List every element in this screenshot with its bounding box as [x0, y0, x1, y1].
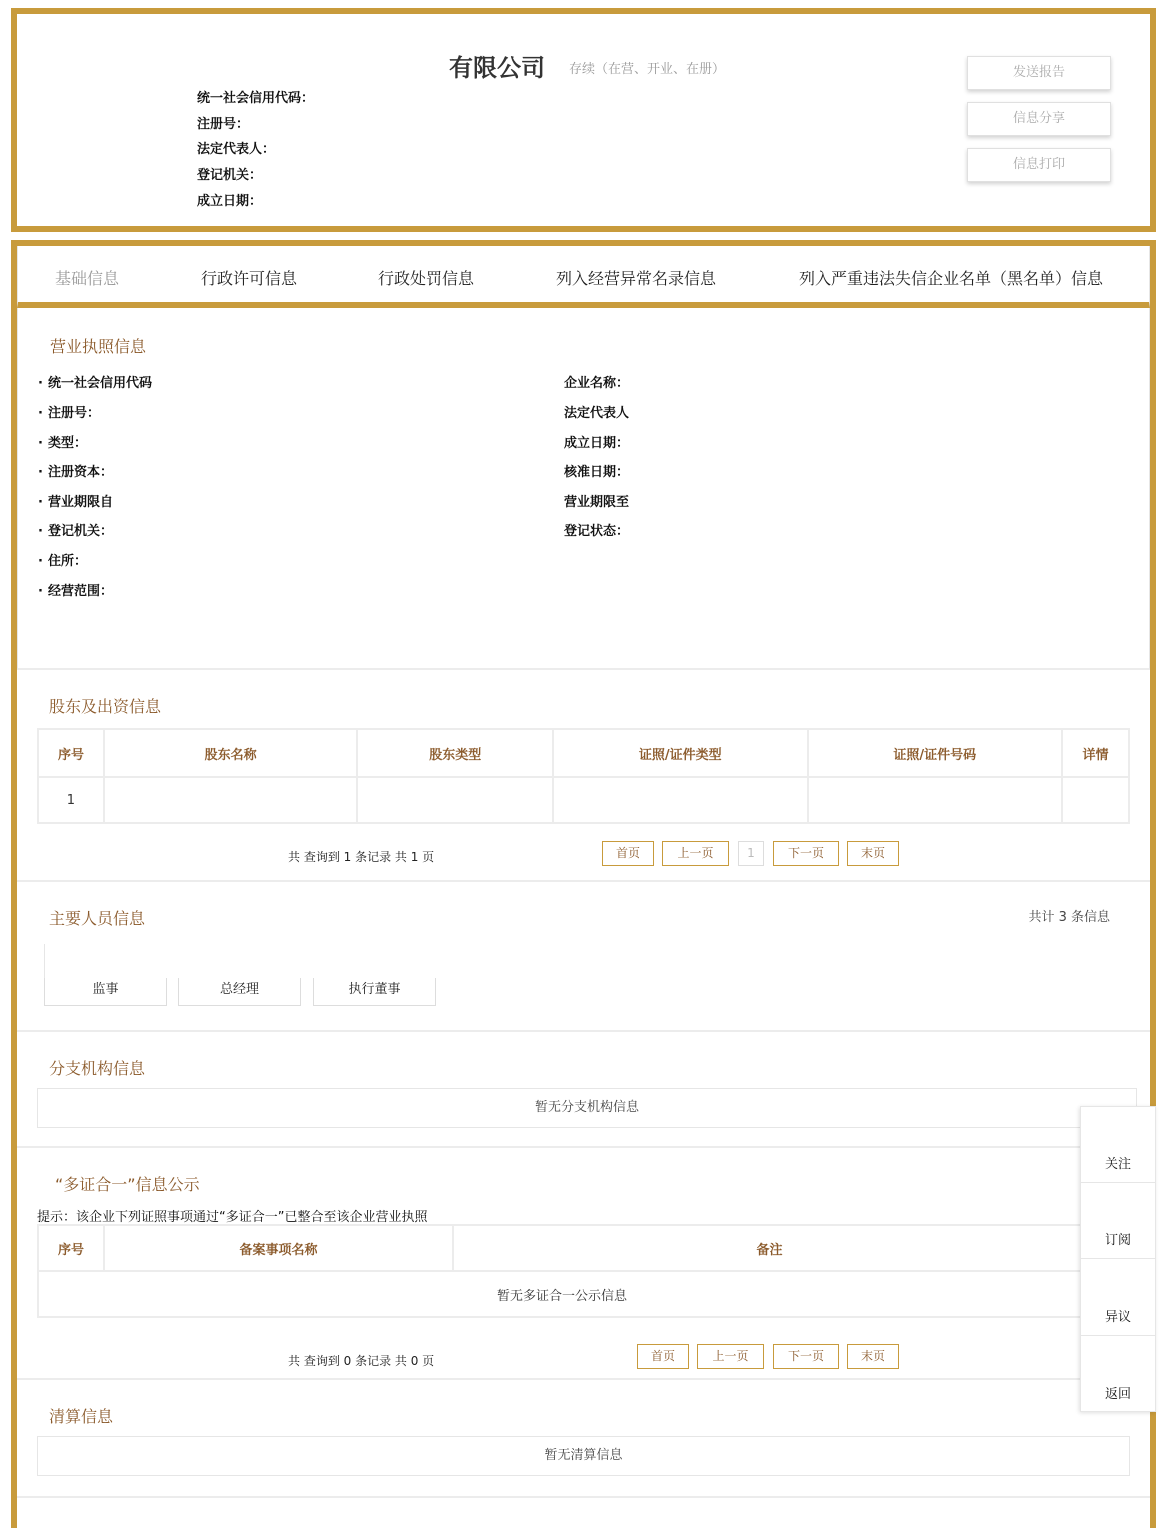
company-name: 有限公司	[449, 54, 545, 82]
column-header: 股东类型	[357, 729, 553, 777]
tab-admin-license[interactable]: 行政许可信息	[201, 269, 298, 288]
objection-label: 异议	[1104, 1310, 1131, 1325]
license-field: · 登记机关：	[38, 524, 114, 539]
tab-blacklist[interactable]: 列入严重违法失信企业名单（黑名单）信息	[799, 269, 1104, 288]
table-row	[38, 777, 1129, 823]
table-cell	[104, 777, 358, 823]
objection-button[interactable]	[1081, 1260, 1155, 1336]
pager-next-button[interactable]: 下一页	[773, 841, 839, 866]
multi-cert-section	[17, 1148, 1150, 1380]
column-header: 股东名称	[104, 729, 358, 777]
shareholders-section-title: 股东及出资信息	[49, 697, 162, 716]
tab-abnormal-list[interactable]: 列入经营异常名录信息	[556, 269, 717, 288]
license-field: · 类型：	[38, 436, 88, 451]
table-cell[interactable]	[1062, 777, 1129, 823]
column-header: 序号	[38, 729, 104, 777]
header-field-authority: 登记机关：	[197, 168, 263, 184]
tab-basic-info[interactable]: 基础信息	[55, 269, 120, 288]
pager-prev-button[interactable]: 上一页	[697, 1344, 764, 1369]
main-content-card	[11, 240, 1156, 1528]
column-header: 备注	[453, 1225, 1086, 1271]
tab-admin-penalty[interactable]: 行政处罚信息	[378, 269, 475, 288]
column-header: 备案事项名称	[104, 1225, 453, 1271]
pager-last-button[interactable]: 末页	[847, 841, 899, 866]
pager-next-button[interactable]: 下一页	[773, 1344, 839, 1369]
table-cell	[357, 777, 553, 823]
license-field: 成立日期：	[564, 436, 630, 451]
branches-empty-message: 暂无分支机构信息	[37, 1088, 1137, 1128]
liquidation-section	[17, 1380, 1150, 1498]
header-field-established: 成立日期：	[197, 193, 263, 209]
table-cell	[808, 777, 1063, 823]
liquidation-section-title: 清算信息	[49, 1407, 114, 1426]
tab-bar	[17, 246, 1150, 308]
follow-label: 关注	[1104, 1157, 1131, 1172]
license-field: · 注册号：	[38, 406, 101, 421]
table-header-row	[38, 729, 1129, 777]
multi-cert-hint: 提示：该企业下列证照事项通过“多证合一”已整合至该企业营业执照	[37, 1210, 428, 1225]
divider	[44, 944, 45, 978]
company-header-card	[11, 8, 1156, 232]
table-cell	[553, 777, 808, 823]
license-field: 企业名称：	[564, 376, 630, 391]
table-row	[38, 1271, 1086, 1317]
license-field: · 营业期限自	[38, 495, 114, 510]
license-field: · 统一社会信用代码	[38, 376, 153, 391]
license-section	[17, 308, 1150, 670]
pager-info: 共 查询到 0 条记录 共 0 页	[288, 1354, 435, 1368]
header-field-reg-no: 注册号：	[197, 116, 250, 132]
column-header: 序号	[38, 1225, 104, 1271]
person-card[interactable]: 监事	[44, 978, 167, 1006]
multi-cert-table	[37, 1224, 1087, 1318]
table-header-row	[38, 1225, 1086, 1271]
shareholders-table	[37, 728, 1130, 824]
company-status: 存续（在营、开业、在册）	[569, 62, 726, 77]
liquidation-empty-message: 暂无清算信息	[37, 1436, 1130, 1476]
send-report-button[interactable]: 发送报告	[967, 56, 1111, 90]
share-info-button[interactable]: 信息分享	[967, 102, 1111, 136]
pager-first-button[interactable]: 首页	[637, 1344, 689, 1369]
subscribe-button[interactable]	[1081, 1183, 1155, 1259]
column-header: 详情	[1062, 729, 1129, 777]
header-field-legal-rep: 法定代表人：	[197, 142, 276, 158]
branches-section-title: 分支机构信息	[49, 1059, 146, 1078]
personnel-section-title: 主要人员信息	[49, 909, 146, 928]
pager-info: 共 查询到 1 条记录 共 1 页	[288, 850, 435, 864]
license-section-title: 营业执照信息	[50, 337, 147, 356]
license-field: 核准日期：	[564, 465, 630, 480]
personnel-count: 共计 3 条信息	[1028, 910, 1110, 925]
subscribe-label: 订阅	[1104, 1233, 1131, 1248]
follow-button[interactable]	[1081, 1107, 1155, 1183]
pager-first-button[interactable]: 首页	[602, 841, 654, 866]
header-fields	[197, 86, 314, 214]
pager-last-button[interactable]: 末页	[847, 1344, 899, 1369]
floating-sidebar	[1080, 1106, 1156, 1412]
pager-prev-button[interactable]: 上一页	[662, 841, 729, 866]
header-field-credit-code: 统一社会信用代码：	[197, 91, 315, 106]
license-field: · 住所：	[38, 554, 88, 569]
license-field: · 经营范围：	[38, 584, 114, 599]
multi-cert-section-title: “多证合一”信息公示	[55, 1175, 200, 1194]
shareholders-section	[17, 670, 1150, 882]
pager-page-number[interactable]: 1	[738, 841, 764, 866]
branches-section	[17, 1032, 1150, 1148]
personnel-section	[17, 882, 1150, 1032]
multi-cert-empty-message: 暂无多证合一公示信息	[38, 1271, 1086, 1317]
table-cell: 1	[38, 777, 104, 823]
back-label: 返回	[1104, 1387, 1131, 1402]
person-card[interactable]: 总经理	[178, 978, 301, 1006]
person-card[interactable]: 执行董事	[313, 978, 436, 1006]
license-field: · 注册资本：	[38, 465, 114, 480]
license-field: 营业期限至	[564, 495, 630, 510]
license-field: 法定代表人	[564, 406, 630, 421]
license-field: 登记状态：	[564, 524, 630, 539]
column-header: 证照/证件号码	[808, 729, 1063, 777]
print-info-button[interactable]: 信息打印	[967, 148, 1111, 182]
back-button[interactable]	[1081, 1336, 1155, 1412]
column-header: 证照/证件类型	[553, 729, 808, 777]
